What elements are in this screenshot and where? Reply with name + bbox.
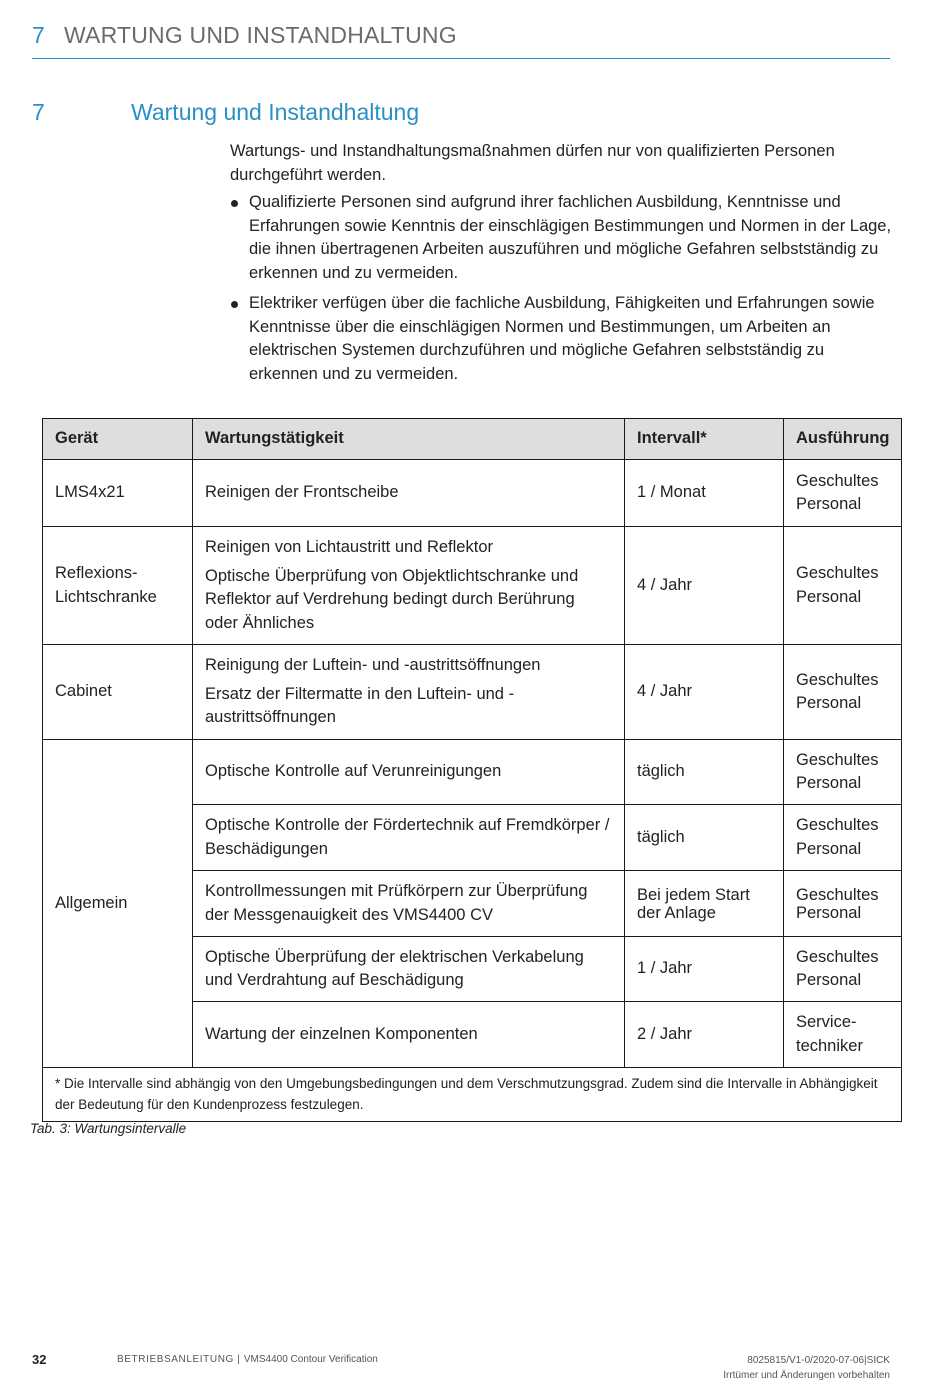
page-number: 32 [32,1352,47,1367]
executor-cell: Service-techniker [784,1002,902,1068]
table-footnote: * Die Intervalle sind abhängig von den Umgebungsbedingungen und dem Verschmutzungsgrad. Zudem sind die Intervalle in Abhängigkeit der Bedeutung für den Kundenprozess festzulegen. [43,1068,902,1122]
interval-cell: 2 / Jahr [625,1002,784,1068]
executor-cell: Geschultes Personal [784,527,902,645]
table-footnote-row [43,1068,902,1122]
section-number: 7 [32,99,45,125]
executor-cell: Geschultes Personal [784,645,902,740]
executor-cell: Geschultes Personal [784,740,902,805]
device-cell: Allgemein [43,740,193,1068]
maintenance-table [42,418,902,1122]
executor-cell: Geschultes Personal [784,460,902,527]
body-text [230,140,894,393]
activity-cell: Optische Kontrolle der Fördertechnik auf Fremdkörper / Beschädigungen [193,805,625,871]
bullet-icon [231,301,238,308]
table-row [43,527,902,645]
footer-document-id: 8025815/V1-0/2020-07-06|SICK Irrtümer und Änderungen vorbehalten [723,1355,890,1381]
header-chapter-number: 7 [32,22,45,48]
column-header-activity: Wartungstätigkeit [193,419,625,460]
interval-cell: Bei jedem Start der Anlage [625,871,784,937]
interval-cell: 4 / Jahr [625,527,784,645]
executor-cell: Geschultes Personal [784,871,902,937]
interval-cell: täglich [625,805,784,871]
executor-cell: Geschultes Personal [784,937,902,1002]
column-header-interval: Intervall* [625,419,784,460]
interval-cell: 1 / Monat [625,460,784,527]
interval-cell: 1 / Jahr [625,937,784,1002]
interval-cell: 4 / Jahr [625,645,784,740]
activity-cell: Reinigen der Frontscheibe [193,460,625,527]
table-row [43,740,902,805]
column-header-device: Gerät [43,419,193,460]
bullet-icon [231,200,238,207]
activity-cell: Wartung der einzelnen Komponenten [193,1002,625,1068]
column-header-executor: Ausführung [784,419,902,460]
intro-paragraph: Wartungs- und Instandhaltungsmaßnahmen dürfen nur von qualifizierten Personen durchgeführt werden. [230,142,835,184]
activity-cell: Reinigung der Luftein- und -austrittsöffnungen Ersatz der Filtermatte in den Luftein- und -austrittsöffnungen [193,645,625,740]
activity-cell: Optische Kontrolle auf Verunreinigungen [193,740,625,805]
device-cell: Cabinet [43,645,193,740]
footer-document-label: BETRIEBSANLEITUNG | VMS4400 Contour Verification [117,1354,378,1365]
section-title: Wartung und Instandhaltung [131,99,420,125]
list-item: Elektriker verfügen über die fachliche Ausbildung, Fähigkeiten und Erfahrungen sowie Kenntnisse über die einschlägigen Normen und Bestimmungen, um Arbeiten an elektrischen Systemen durchzuführen und mögliche Gefahren selbstständig zu erkennen und zu vermeiden. [230,292,894,386]
table-row [43,645,902,740]
interval-cell: täglich [625,740,784,805]
header-chapter-title: WARTUNG UND INSTANDHALTUNG [64,22,457,48]
activity-cell: Optische Überprüfung der elektrischen Verkabelung und Verdrahtung auf Beschädigung [193,937,625,1002]
table-caption: Tab. 3: Wartungsintervalle [30,1121,187,1136]
executor-cell: Geschultes Personal [784,805,902,871]
running-header [32,22,890,59]
activity-cell: Kontrollmessungen mit Prüfkörpern zur Überprüfung der Messgenauigkeit des VMS4400 CV [193,871,625,937]
device-cell: Reflexions-Lichtschranke [43,527,193,645]
list-item: Qualifizierte Personen sind aufgrund ihrer fachlichen Ausbildung, Kenntnisse und Erfahrungen sowie Kenntnis der einschlägigen Bestimmungen und Normen in der Lage, die ihnen übertragenen Arbeiten auszuführen und mögliche Gefahren selbstständig zu erkennen und zu vermeiden. [230,191,894,285]
activity-cell: Reinigen von Lichtaustritt und Reflektor Optische Überprüfung von Objektlichtschranke und Reflektor auf Verdrehung bedingt durch Berührung oder Ähnliches [193,527,625,645]
qualification-list [230,191,894,386]
table-row [43,460,902,527]
table-header-row [43,419,902,460]
device-cell: LMS4x21 [43,460,193,527]
